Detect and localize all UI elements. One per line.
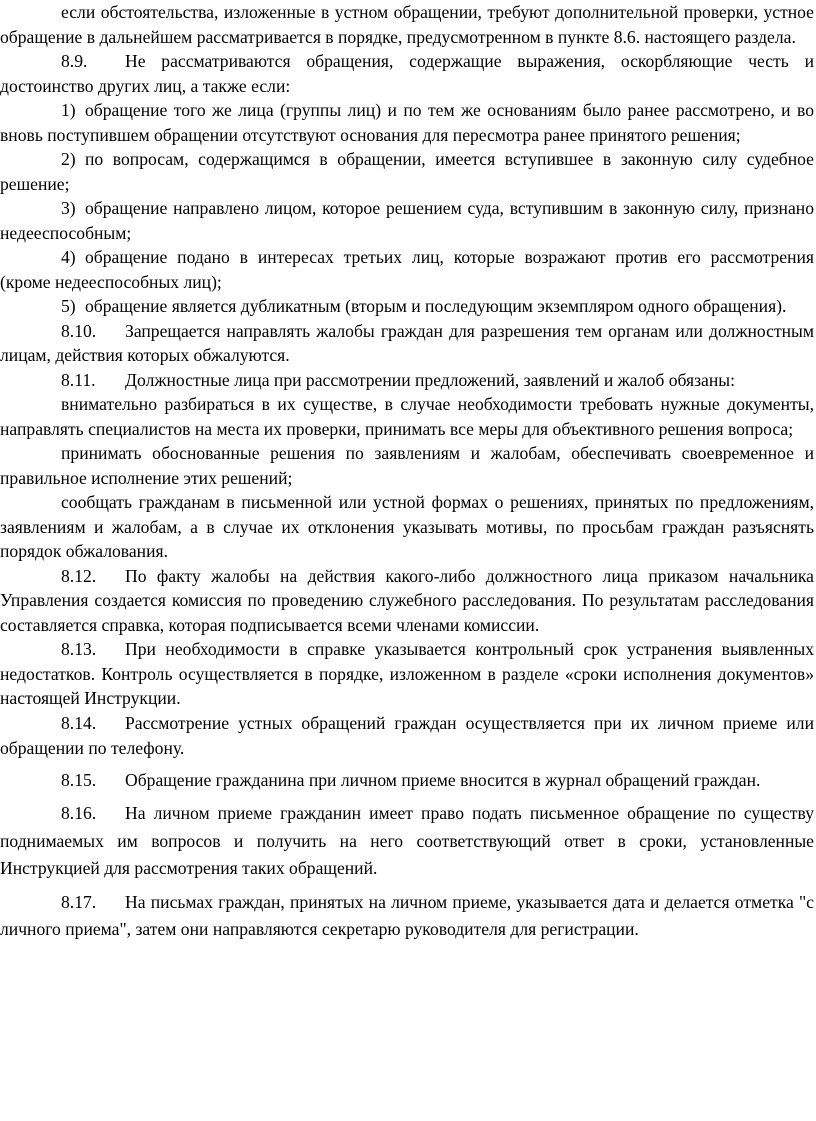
paragraph-text: При необходимости в справке указывается контрольный срок устранения выявленных недостатков. Контроль осуществляется в порядке, изложенном в разделе «сроки исполнения документов» настоящей Инструкции. [0, 639, 814, 708]
paragraph-number: 8.16. [61, 803, 97, 823]
list-number: 2) [61, 149, 76, 169]
paragraph-text: На личном приеме гражданин имеет право подать письменное обращение по существу поднимаемых им вопросов и получить на него соответствующий ответ в сроки, установленные Инструкцией для рассмотрения таких обращений. [0, 803, 814, 878]
paragraph-8-10 [0, 319, 814, 368]
paragraph-8-12 [0, 564, 814, 638]
paragraph-text: По факту жалобы на действия какого-либо должностного лица приказом начальника Управления создается комиссия по проведению служебного расследования. По результатам расследования составляется справка, которая подписывается всеми членами комиссии. [0, 565, 814, 635]
paragraph-number: 8.13. [61, 639, 97, 659]
paragraph-number: 8.17. [61, 891, 97, 912]
paragraph-8-15 [0, 767, 814, 795]
paragraph-text: Запрещается направлять жалобы граждан для разрешения тем органам или должностным лицам, действия которых обжалуются. [0, 320, 814, 365]
list-item-2 [0, 147, 814, 196]
paragraph-8-9 [0, 49, 814, 98]
paragraph-text: принимать обоснованные решения по заявлениям и жалобам, обеспечивать своевременное и правильное исполнение этих решений; [0, 443, 814, 488]
paragraph-8-13 [0, 637, 814, 711]
paragraph-text: сообщать гражданам в письменной или устной формах о решениях, принятых по предложениям, заявлениям и жалобам, а в случае их отклонения указывать мотивы, по просьбам граждан разъяснять порядок обжалования. [0, 492, 814, 561]
paragraph-text: Рассмотрение устных обращений граждан осуществляется при их личном приеме или обращении по телефону. [0, 712, 814, 758]
list-text: по вопросам, содержащимся в обращении, имеется вступившее в законную силу судебное решение; [0, 149, 814, 194]
paragraph-number: 8.10. [61, 320, 97, 341]
list-number: 3) [61, 198, 76, 218]
paragraph-text: Обращение гражданина при личном приеме вносится в журнал обращений граждан. [125, 769, 761, 790]
paragraph-number: 8.14. [61, 712, 97, 733]
list-item-1 [0, 98, 814, 147]
paragraph-8-14 [0, 711, 814, 761]
paragraph-text: Должностные лица при рассмотрении предложений, заявлений и жалоб обязаны: [125, 369, 735, 390]
paragraph-number: 8.12. [61, 565, 97, 586]
paragraph-intro [0, 0, 814, 49]
list-text: обращение того же лица (группы лиц) и по тем же основаниям было ранее рассмотрено, и во вновь поступившем обращении отсутствуют основания для пересмотра ранее принятого решения; [0, 100, 814, 145]
paragraph-8-16 [0, 800, 814, 883]
list-text: обращение направлено лицом, которое решением суда, вступившим в законную силу, признано недееспособным; [0, 198, 814, 243]
paragraph-8-17 [0, 889, 814, 944]
paragraph-text: На письмах граждан, принятых на личном приеме, указывается дата и делается отметка "с личного приема", затем они направляются секретарю руководителя для регистрации. [0, 891, 814, 939]
paragraph-number: 8.11. [61, 369, 96, 390]
duty-item-3 [0, 490, 814, 564]
paragraph-text: внимательно разбираться в их существе, в случае необходимости требовать нужные документы, направлять специалистов на места их проверки, принимать все меры для объективного решения вопроса; [0, 394, 814, 439]
list-text: обращение является дубликатным (вторым и последующим экземпляром одного обращения). [85, 296, 787, 316]
list-item-4 [0, 245, 814, 294]
list-item-5 [0, 294, 814, 319]
list-number: 1) [61, 100, 76, 120]
paragraph-text: Не рассматриваются обращения, содержащие выражения, оскорбляющие честь и достоинство других лиц, а также если: [0, 51, 814, 96]
duty-item-2 [0, 441, 814, 490]
paragraph-number: 8.9. [61, 51, 88, 71]
paragraph-8-11 [0, 368, 814, 393]
list-number: 5) [61, 296, 76, 316]
paragraph-number: 8.15. [61, 769, 97, 790]
list-text: обращение подано в интересах третьих лиц, которые возражают против его рассмотрения (кроме недееспособных лиц); [0, 247, 814, 292]
list-item-3 [0, 196, 814, 245]
list-number: 4) [61, 247, 76, 267]
duty-item-1 [0, 392, 814, 441]
paragraph-text: если обстоятельства, изложенные в устном обращении, требуют дополнительной проверки, устное обращение в дальнейшем рассматривается в порядке, предусмотренном в пункте 8.6. настоящего раздела. [0, 2, 814, 47]
